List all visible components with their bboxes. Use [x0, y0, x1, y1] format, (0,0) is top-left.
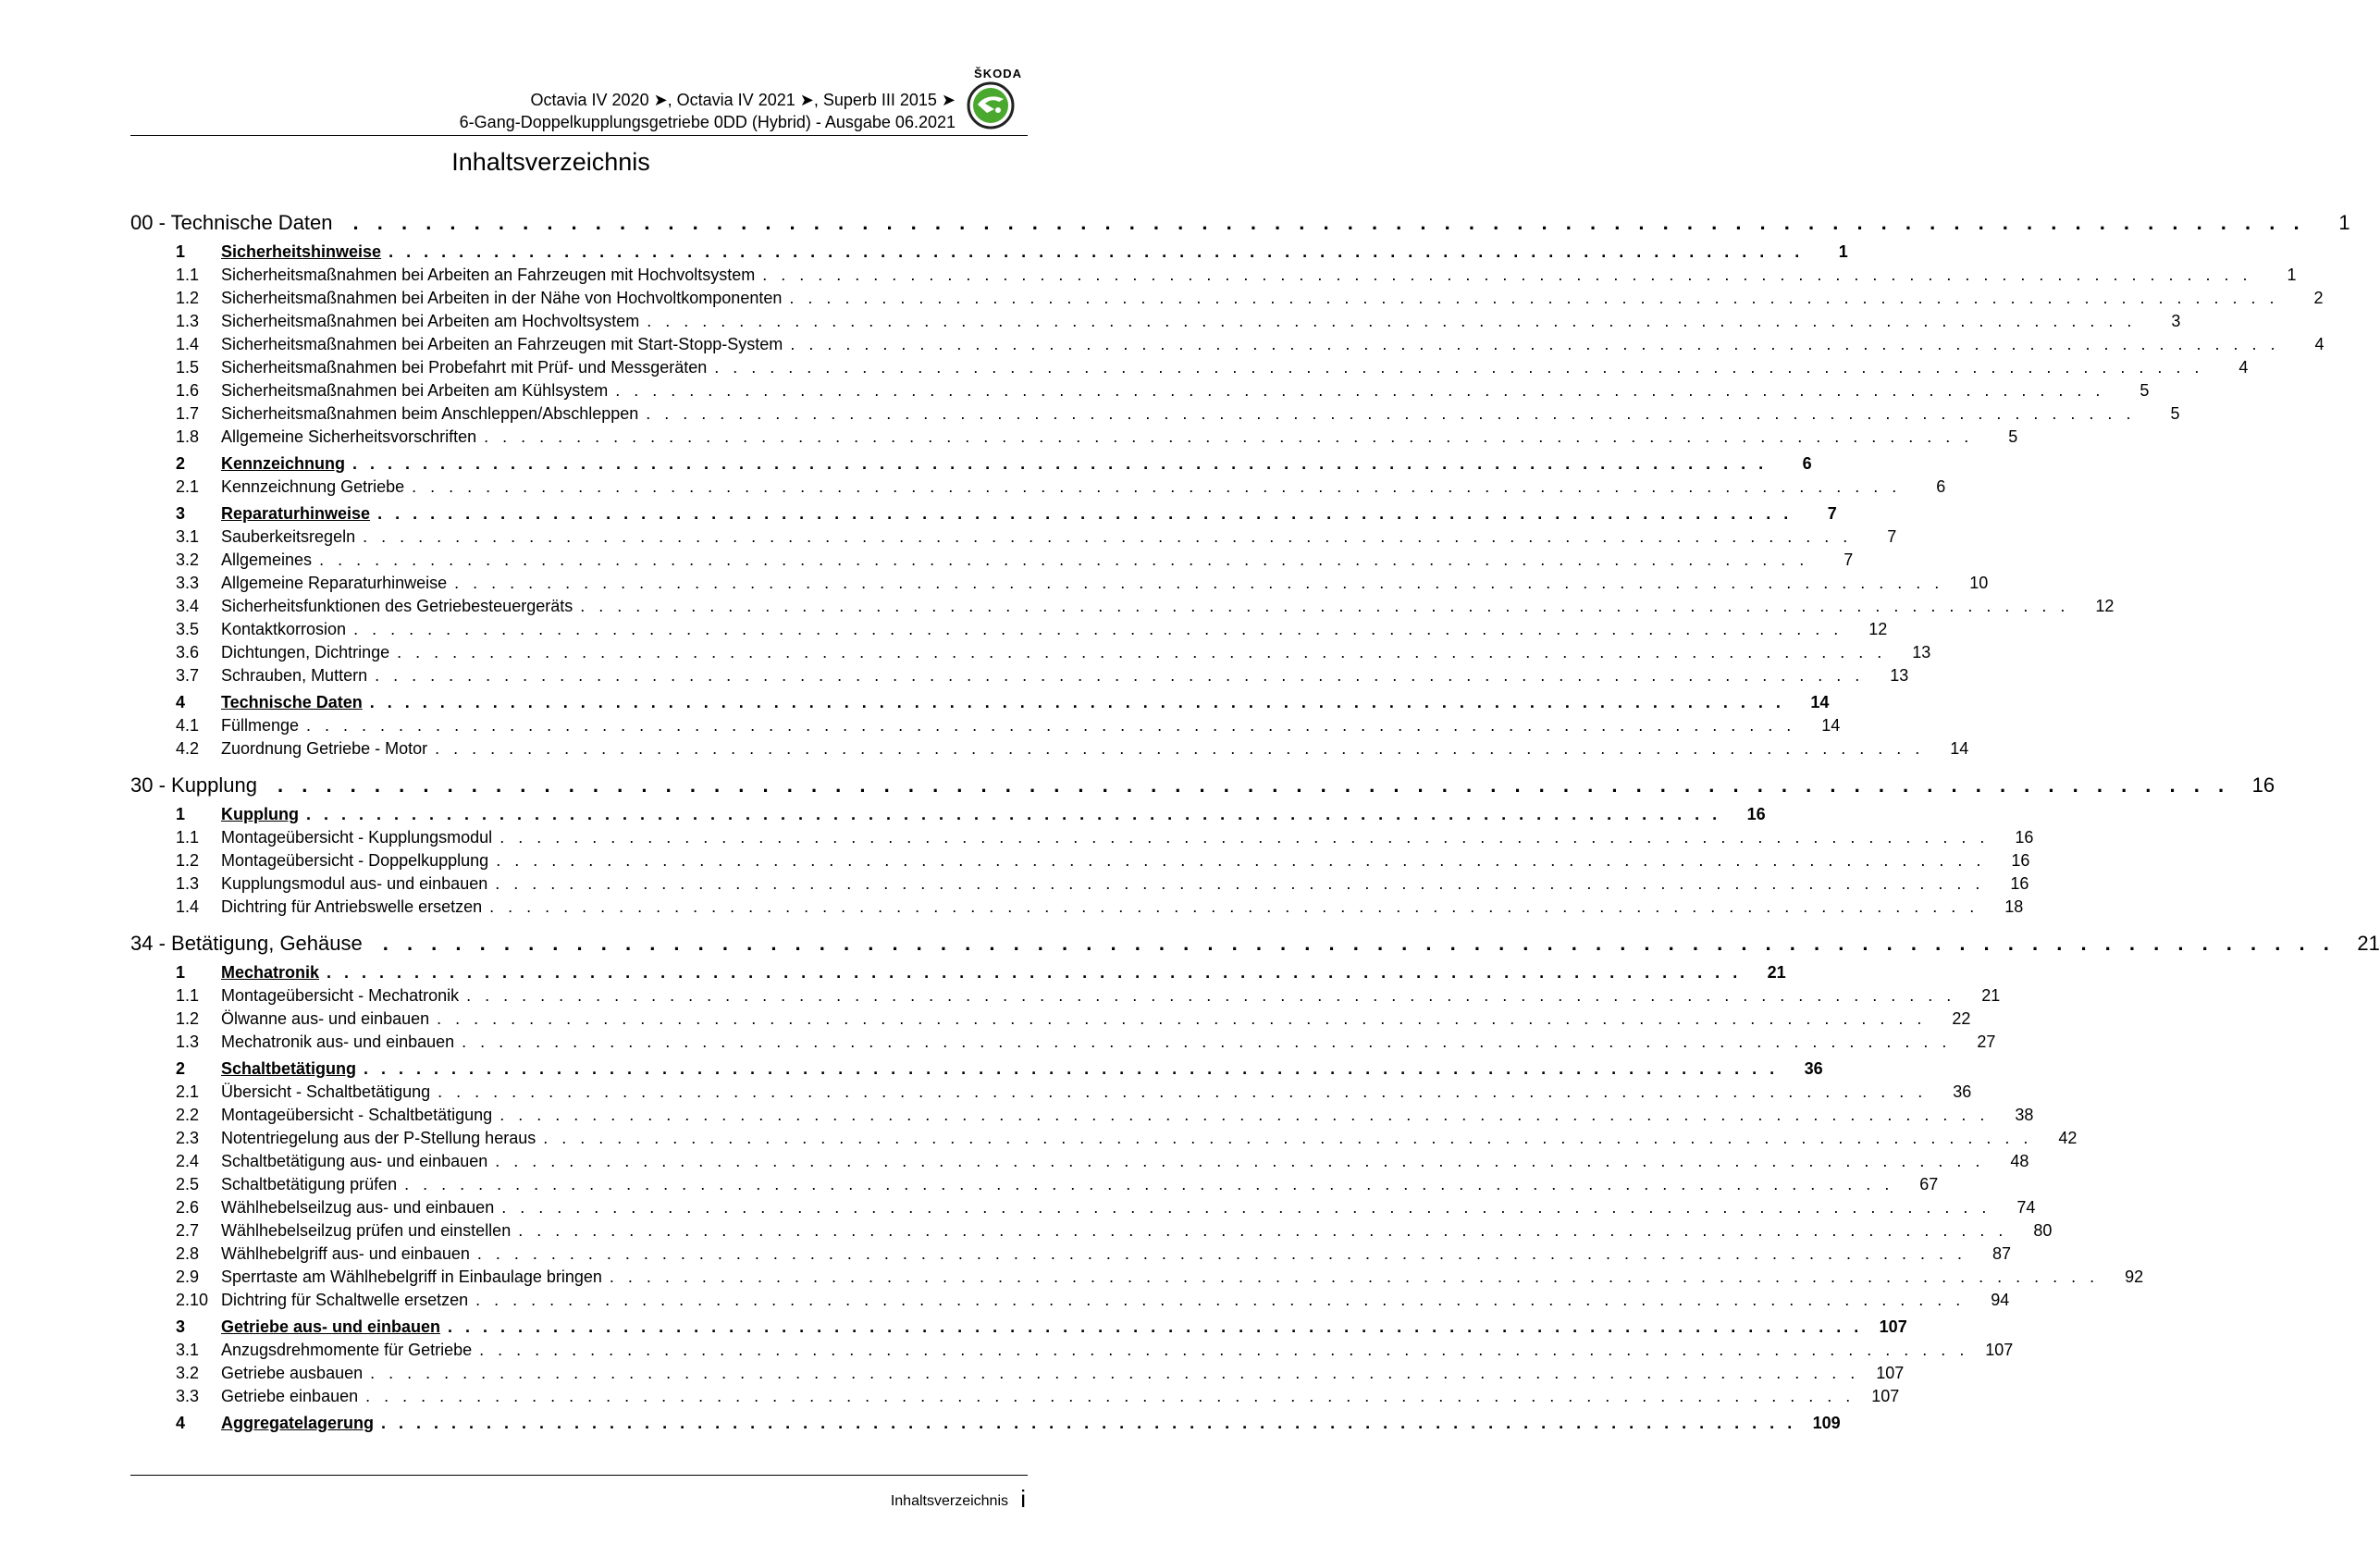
toc-leader-dots: . . . . . . . . . . . . . . . . . . . . . . . . . . . . . . . . . . . . . . . . . . . . . . . . . . . . . . . . . . . . . . . . . . . . . . . . . . . . . . . . .	[484, 427, 1974, 446]
toc-title: Sicherheitshinweise	[221, 242, 382, 261]
toc-leader-dots: . . . . . . . . . . . . . . . . . . . . . . . . . . . . . . . . . . . . . . . . . . . . . . . . . . . . . . . . . . . . . . . . . . . . . . . . . . . . . . . . .	[475, 1291, 1966, 1309]
toc-section[interactable]	[130, 963, 1786, 986]
toc-leader-dots: . . . . . . . . . . . . . . . . . . . . . . . . . . . . . . . . . . . . . . . . . . . . . . . . . . . . . . . . . . . . . . . . . . . . . . . . . . . . . . . . .	[364, 1059, 1779, 1078]
toc-page-number: 107	[1876, 1364, 1905, 1382]
toc-leader-dots: . . . . . . . . . . . . . . . . . . . . . . . . . . . . . . . . . . . . . . . . . . . . . . . . . . . . . . . . . . . . . . . . . . . . . . . . . . . . . . . . .	[762, 266, 2252, 284]
toc-leader-dots: . . . . . . . . . . . . . . . . . . . . . . . . . . . . . . . . . . . . . . . . . . . . . . . . . . . . . . . . . . . . . . . . . . . . . . . . . . . . . . . . .	[370, 1364, 1860, 1382]
toc-chapter[interactable]	[130, 932, 2380, 959]
toc-leader-dots: . . . . . . . . . . . . . . . . . . . . . . . . . . . . . . . . . . . . . . . . . . . . . . . . . . . . . . . . . . . . . . . . . . . . . . . . . . . . . . . . .	[580, 597, 2070, 615]
toc-title: Aggregatelagerung	[221, 1414, 375, 1432]
toc-number: 1.3	[176, 312, 200, 330]
toc-title: Anzugsdrehmomente für Getriebe	[221, 1341, 473, 1359]
toc-page-number: 21	[1767, 963, 1786, 982]
toc-entry[interactable]	[130, 851, 2030, 874]
toc-entry[interactable]	[130, 335, 2325, 358]
toc-leader-dots: . . . . . . . . . . . . . . . . . . . . . . . . . . . . . . . . . . . . . . . . . . . . . . . . . . . . . . . . . . . . . . . . . . . . . . . . . . . . . . . . .	[499, 1106, 1990, 1124]
toc-number: 1.3	[176, 874, 200, 893]
toc-title: Allgemeine Reparaturhinweise	[221, 574, 448, 592]
toc-number: 1.5	[176, 358, 200, 377]
toc-section[interactable]	[130, 693, 1830, 716]
toc-entry[interactable]	[130, 1082, 1972, 1106]
toc-entry[interactable]	[130, 828, 2034, 851]
toc-section[interactable]	[130, 805, 1766, 828]
toc-page-number: 109	[1812, 1414, 1841, 1432]
toc-entry[interactable]	[130, 550, 1854, 574]
toc-page-number: 5	[2170, 404, 2180, 423]
toc-page-number: 7	[1844, 550, 1854, 569]
toc-leader-dots: . . . . . . . . . . . . . . . . . . . . . . . . . . . . . . . . . . . . . . . . . . . . . . . . . . . . . . . . . . . . . . . . . . . . . . . . . . . . . . . . .	[306, 716, 1796, 735]
toc-entry[interactable]	[130, 289, 2324, 312]
toc-leader-dots: . . . . . . . . . . . . . . . . . . . . . . . . . . . . . . . . . . . . . . . . . . . . . . . . . . . . . . . . . . . . . . . . . . . . . . . . . . . . . . . . .	[438, 1082, 1928, 1101]
toc-leader-dots: . . . . . . . . . . . . . . . . . . . . . . . . . . . . . . . . . . . . . . . . . . . . . . . . . . . . . . . . . . . . . . . . . . . . . . . . . . . . . . . . .	[466, 986, 1956, 1005]
toc-entry[interactable]	[130, 1106, 2034, 1129]
toc-entry[interactable]	[130, 312, 2181, 335]
toc-number: 3.2	[176, 550, 200, 569]
toc-entry[interactable]	[130, 620, 1888, 643]
toc-leader-dots: . . . . . . . . . . . . . . . . . . . . . . . . . . . . . . . . . . . . . . . . . . . . . . . . . . . . . . . . . . . . . . . . . . . . . . . . . . . . . . . . .	[499, 828, 1990, 847]
toc-leader-dots: . . . . . . . . . . . . . . . . . . . . . . . . . . . . . . . . . . . . . . . . . . . . . . . . . . . . . . . . . . . . . . . . . . . . . . . . . . . . . . . . .	[365, 1387, 1856, 1405]
toc-title: Ölwanne aus- und einbauen	[221, 1009, 430, 1028]
toc-number: 3.3	[176, 574, 200, 592]
toc-number: 2	[176, 454, 186, 473]
toc-number: 4.1	[176, 716, 200, 735]
toc-leader-dots: . . . . . . . . . . . . . . . . . . . . . . . . . . . . . . . . . . . . . . . . . . . . . . . . . . . . . . . . . . . . . . . . . . . . . . . . . . . . . . . . .	[412, 477, 1902, 496]
toc-number: 1.2	[176, 851, 200, 870]
toc-page-number: 94	[1991, 1291, 2010, 1309]
toc-section[interactable]	[130, 1414, 1841, 1437]
toc-page-number: 21	[2357, 932, 2380, 955]
toc-entry[interactable]	[130, 1198, 2036, 1221]
toc-number: 2.5	[176, 1175, 200, 1193]
toc-leader-dots: . . . . . . . . . . . . . . . . . . . . . . . . . . . . . . . . . . . . . . . . . . . . . . . . . . . . . . . . . . . . . . . . . . . . . . . . . . . . . . . . .	[353, 620, 1844, 638]
toc-leader-dots: . . . . . . . . . . . . . . . . . . . . . . . . . . . . . . . . . . . . . . . . . . . . . . . . . . . . . . . . . . . . . . . . . . . . . . . . . . . . . . . . .	[435, 739, 1925, 758]
toc-title: Wählhebelgriff aus- und einbauen	[221, 1244, 470, 1263]
page-title: Inhaltsverzeichnis	[451, 148, 650, 176]
toc-page-number: 38	[2015, 1106, 2034, 1124]
toc-title: Schaltbetätigung	[221, 1059, 357, 1078]
toc-title: Montageübersicht - Kupplungsmodul	[221, 828, 493, 847]
toc-page-number: 16	[1746, 805, 1766, 823]
toc-title: Sicherheitsmaßnahmen bei Arbeiten in der Nähe von Hochvoltkomponenten	[221, 289, 783, 307]
toc-number: 3	[176, 504, 186, 523]
toc-leader-dots: . . . . . . . . . . . . . . . . . . . . . . . . . . . . . . . . . . . . . . . . . . . . . . . . . . . . . . . . . . . . . . . . . . . . . . . . . . . . . . . . .	[489, 897, 1979, 916]
toc-number: 1.2	[176, 1009, 200, 1028]
toc-page-number: 14	[1810, 693, 1830, 711]
toc-leader-dots: . . . . . . . . . . . . . . . . . . . . . . . . . . . . . . . . . . . . . . . . . . . . . . . . . . . . . . . . . . . . . . . . . . . . . . . . . . . . . . . . .	[397, 643, 1887, 662]
toc-entry[interactable]	[130, 716, 1841, 739]
toc-title: Getriebe aus- und einbauen	[221, 1317, 441, 1336]
toc-page-number: 27	[1977, 1032, 1996, 1051]
toc-leader-dots: . . . . . . . . . . . . . . . . . . . . . . . . . . . . . . . . . . . . . . . . . . . . . . . . . . . . . . . . . . . . . . . . . . . . . . . . . . . . . . . . .	[437, 1009, 1927, 1028]
toc-title: Sauberkeitsregeln	[221, 527, 356, 546]
toc-page-number: 14	[1821, 716, 1841, 735]
toc-entry[interactable]	[130, 1364, 1905, 1387]
toc-number: 3.1	[176, 527, 200, 546]
toc-title: Sicherheitsmaßnahmen bei Arbeiten am Hochvoltsystem	[221, 312, 640, 330]
toc-number: 2.9	[176, 1267, 200, 1286]
toc-page-number: 12	[1868, 620, 1888, 638]
toc-number: 3.2	[176, 1364, 200, 1382]
toc-title: Dichtring für Schaltwelle ersetzen	[221, 1291, 469, 1309]
footer-label: Inhaltsverzeichnis	[890, 1493, 1008, 1509]
toc-entry[interactable]	[130, 1291, 2010, 1314]
toc-title: Montageübersicht - Doppelkupplung	[221, 851, 489, 870]
chapter-spacer	[130, 921, 1028, 932]
toc-entry[interactable]	[130, 1009, 1971, 1032]
toc-leader-dots: . . . . . . . . . . . . . . . . . . . . . . . . . . . . . . . . . . . . . . . . . . . . . . . . . . . . . . . . . . . . . . . . . . . . . . . . . . . . . . . . .	[448, 1317, 1863, 1336]
toc-page-number: 10	[1969, 574, 1989, 592]
toc-number: 1.1	[176, 828, 200, 847]
toc-page-number: 5	[2008, 427, 2018, 446]
toc-number: 1.3	[176, 1032, 200, 1051]
toc-title: Getriebe ausbauen	[221, 1364, 364, 1382]
toc-number: 3.3	[176, 1387, 200, 1405]
toc-title: Dichtungen, Dichtringe	[221, 643, 390, 662]
toc-leader-dots: . . . . . . . . . . . . . . . . . . . . . . . . . . . . . . . . . . . . . . . . . . . . . . . . . . . . . . . . . . . . . . . . . . . . . . . . . . . . . . . . .	[495, 874, 1985, 893]
toc-title: Schrauben, Muttern	[221, 666, 368, 685]
toc-entry[interactable]	[130, 1175, 1939, 1198]
toc-leader-dots: . . . . . . . . . . . . . . . . . . . . . . . . . . . . . . . . . . . . . . . . . . . . . . . . . . . . . . . . . . . . . . . . . . . . . . . . . . . . . . . . .	[375, 666, 1865, 685]
toc-leader-dots: . . . . . . . . . . . . . . . . . . . . . . . . . . . . . . . . . . . . . . . . . . . . . . . . . . . . . . . . . . . . . . . . . . . . . . . . . . . . . . . . .	[609, 1267, 2100, 1286]
toc-number: 1.1	[176, 986, 200, 1005]
toc-number: 2.7	[176, 1221, 200, 1240]
toc-title: Zuordnung Getriebe - Motor	[221, 739, 428, 758]
toc-leader-dots: . . . . . . . . . . . . . . . . . . . . . . . . . . . . . . . . . . . . . . . . . . . . . . . . . . . . . . . . . . . . . . . . . . . . . . . . . . . . . . . . .	[789, 289, 2279, 307]
toc-leader-dots: . . . . . . . . . . . . . . . . . . . . . . . . . . . . . . . . . . . . . . . . . . . . . . . . . . . . . . . . . . . . . . . . . . . . . . . . . . . . . . . . .	[496, 851, 1986, 870]
toc-page-number: 2	[2313, 289, 2324, 307]
toc-page-number: 16	[2015, 828, 2034, 847]
toc-leader-dots: . . . . . . . . . . . . . . . . . . . . . . . . . . . . . . . . . . . . . . . . . . . . . . . . . . . . . . . . . . . . . . . . . . . . . . . . . . . . . . . . .	[501, 1198, 1992, 1217]
toc-number: 4	[176, 1414, 186, 1432]
toc-number: 3.1	[176, 1341, 200, 1359]
toc-leader-dots: . . . . . . . . . . . . . . . . . . . . . . . . . . . . . . . . . . . . . . . . . . . . . . . . . . . . . . . . . . . . . . . . . . . . . . . . . . . . . . . . .	[615, 381, 2105, 400]
toc-number: 3.7	[176, 666, 200, 685]
toc-page-number: 42	[2058, 1129, 2078, 1147]
toc-number: 3.5	[176, 620, 200, 638]
toc-entry[interactable]	[130, 739, 1969, 762]
toc-page-number: 5	[2140, 381, 2150, 400]
toc-page-number: 14	[1950, 739, 1969, 758]
toc-title: Sicherheitsfunktionen des Getriebesteuergeräts	[221, 597, 573, 615]
toc-page-number: 7	[1827, 504, 1837, 523]
toc-number: 4	[176, 693, 186, 711]
toc-number: 2.6	[176, 1198, 200, 1217]
toc-page-number: 48	[2010, 1152, 2029, 1170]
toc-leader-dots: . . . . . . . . . . . . . . . . . . . . . . . . . . . . . . . . . . . . . . . . . . . . . . . . . . . . . . . . . . . . . . . . . . . . . . . . . . . . . . . . .	[352, 454, 1768, 473]
toc-title: Allgemeine Sicherheitsvorschriften	[221, 427, 477, 446]
toc-title: Übersicht - Schaltbetätigung	[221, 1082, 431, 1101]
toc-page-number: 16	[2010, 874, 2029, 893]
toc-page-number: 87	[1992, 1244, 2012, 1263]
toc-number: 2.10	[176, 1291, 209, 1309]
toc-entry[interactable]	[130, 527, 1897, 550]
footer-page-number: i	[1020, 1485, 1026, 1513]
toc-number: 1.7	[176, 404, 200, 423]
toc-title: Kupplungsmodul aus- und einbauen	[221, 874, 488, 893]
toc-title: Montageübersicht - Schaltbetätigung	[221, 1106, 493, 1124]
toc-page-number: 36	[1804, 1059, 1823, 1078]
toc-page-number: 4	[2238, 358, 2249, 377]
toc-page-number: 16	[2251, 773, 2275, 797]
toc-page-number: 18	[2004, 897, 2024, 916]
toc-section[interactable]	[130, 242, 1848, 266]
table-of-contents	[130, 211, 2380, 1437]
header-vehicle-models: Octavia IV 2020 ➤, Octavia IV 2021 ➤, Superb III 2015 ➤	[530, 91, 956, 109]
toc-leader-dots: . . . . . . . . . . . . . . . . . . . . . . . . . . . . . . . . . . . . . . . . . . . . . . . . . . . . . . . . . . . . . . . . . . . . . . . . . . . . . . . . .	[479, 1341, 1969, 1359]
page-header	[130, 57, 1028, 135]
toc-page-number: 7	[1887, 527, 1897, 546]
chapter-spacer	[130, 762, 1028, 773]
toc-title: Sperrtaste am Wählhebelgriff in Einbaulage bringen	[221, 1267, 602, 1286]
header-manual-subtitle: 6-Gang-Doppelkupplungsgetriebe 0DD (Hybrid) - Ausgabe 06.2021	[459, 113, 956, 131]
toc-entry[interactable]	[130, 1152, 2029, 1175]
toc-leader-dots: . . . . . . . . . . . . . . . . . . . . . . . . . . . . . . . . . . . . . . . . . . . . . . . . . . . . . . . . . . . . . . . . . . . . . . . . . . . . . . . . .	[518, 1221, 2008, 1240]
toc-page-number: 107	[1879, 1317, 1907, 1336]
toc-title: Schaltbetätigung prüfen	[221, 1175, 398, 1193]
toc-page-number: 6	[1936, 477, 1946, 496]
toc-section[interactable]	[130, 454, 1812, 477]
toc-leader-dots: . . . . . . . . . . . . . . . . . . . . . . . . . . . . . . . . . . . . . . . . . . . . . . . . . . . . . . . . . . . . . . . . . . . . . . . . . . . . . . . . .	[543, 1129, 2033, 1147]
toc-entry[interactable]	[130, 897, 2024, 921]
toc-leader-dots: . . . . . . . . . . . . . . . . . . . . . . . . . . . . . . . . . . . . . . . . . . . . . . . . . . . . . . . . . . . . . . . . . . . . . . . . . . . . . . . . .	[495, 1152, 1985, 1170]
toc-page-number: 22	[1952, 1009, 1971, 1028]
toc-section[interactable]	[130, 1317, 1907, 1341]
toc-page-number: 74	[2016, 1198, 2036, 1217]
toc-number: 3.6	[176, 643, 200, 662]
toc-entry[interactable]	[130, 1032, 1996, 1056]
toc-title: 34 - Betätigung, Gehäuse	[130, 932, 363, 955]
toc-title: Sicherheitsmaßnahmen bei Probefahrt mit Prüf- und Messgeräten	[221, 358, 708, 377]
toc-title: Notentriegelung aus der P-Stellung heraus	[221, 1129, 536, 1147]
toc-entry[interactable]	[130, 1341, 2014, 1364]
toc-entry[interactable]	[130, 404, 2180, 427]
toc-title: Technische Daten	[221, 693, 363, 711]
toc-leader-dots: . . . . . . . . . . . . . . . . . . . . . . . . . . . . . . . . . . . . . . . . . . . . . . . . . . . . . . . . . . . . . . . . . . . . . . . . . . . . . . . . .	[377, 504, 1793, 523]
toc-page-number: 13	[1890, 666, 1909, 685]
toc-page-number: 67	[1919, 1175, 1939, 1193]
toc-number: 1.6	[176, 381, 200, 400]
toc-leader-dots: . . . . . . . . . . . . . . . . . . . . . . . . . . . . . . . . . . . . . . . . . . . . . . . . . . . . . . . . . . . . . . . . . . . . . . . . . . . . . . . . .	[454, 574, 1944, 592]
toc-title: Allgemeines	[221, 550, 313, 569]
toc-number: 1.1	[176, 266, 200, 284]
toc-section[interactable]	[130, 1059, 1823, 1082]
toc-number: 1.2	[176, 289, 200, 307]
toc-title: Kennzeichnung Getriebe	[221, 477, 405, 496]
toc-section[interactable]	[130, 504, 1837, 527]
toc-entry[interactable]	[130, 266, 2297, 289]
toc-page-number: 21	[1981, 986, 2001, 1005]
toc-leader-dots: . . . . . . . . . . . . . . . . . . . . . . . . . . . . . . . . . . . . . . . . . . . . . . . . . . . . . . . . . . . . . . . . . . . . . . . . . . . . . . . . .	[790, 335, 2280, 353]
toc-entry[interactable]	[130, 1387, 1900, 1410]
toc-entry[interactable]	[130, 574, 1989, 597]
toc-leader-dots: . . . . . . . . . . . . . . . . . . . . . . . . . . . . . . . . . . . . . . . . . . . . . . . . . . . . . . . . . . . . . . . . . . . . . . . . . . . . . . . . .	[381, 1414, 1796, 1432]
toc-page-number: 92	[2125, 1267, 2144, 1286]
toc-leader-dots: . . . . . . . . . . . . . . . . . . . . . . . . . . . . . . . . . . . . . . . . . . . . . . . . . . . . . . . . . . . . . . . . . . . . . . . . . . . . . . . . .	[363, 527, 1853, 546]
brand-wordmark: ŠKODA	[974, 67, 1022, 80]
toc-leader-dots: . . . . . . . . . . . . . . . . . . . . . . . . . . . . . . . . . . . . . . . . . . . . . . . . . . . . . . . . . . . . . . . . . . . . . . . . . . . . . . . . .	[647, 312, 2137, 330]
toc-number: 2.2	[176, 1106, 200, 1124]
toc-title: Schaltbetätigung aus- und einbauen	[221, 1152, 488, 1170]
toc-page-number: 12	[2095, 597, 2115, 615]
toc-number: 2.8	[176, 1244, 200, 1263]
toc-entry[interactable]	[130, 358, 2249, 381]
toc-leader-dots: . . . . . . . . . . . . . . . . . . . . . . . . . . . . . . . . . . . . . . . . . . . . . . . . . . . . . . . . . . . . . . . . . . . . . . . . . . . . . . . . .	[319, 550, 1809, 569]
toc-number: 1.4	[176, 335, 200, 353]
toc-leader-dots: . . . . . . . . . . . . . . . . . . . . . . . . . . . . . . . . . . . . . . . . . . . . . . . . . . . . . . . . . . . . . . . . . . . . . . . . . . . . . . . . .	[277, 773, 2231, 797]
toc-number: 1	[176, 242, 186, 261]
toc-title: Kupplung	[221, 805, 299, 823]
toc-page-number: 16	[2011, 851, 2030, 870]
toc-entry[interactable]	[130, 381, 2150, 404]
toc-page-number: 6	[1802, 454, 1812, 473]
toc-number: 1	[176, 805, 186, 823]
toc-title: Mechatronik aus- und einbauen	[221, 1032, 455, 1051]
toc-entry[interactable]	[130, 986, 2001, 1009]
toc-number: 2.3	[176, 1129, 200, 1147]
toc-leader-dots: . . . . . . . . . . . . . . . . . . . . . . . . . . . . . . . . . . . . . . . . . . . . . . . . . . . . . . . . . . . . . . . . . . . . . . . . . . . . . . . . .	[327, 963, 1742, 982]
toc-title: 30 - Kupplung	[130, 773, 257, 797]
toc-number: 4.2	[176, 739, 200, 758]
toc-entry[interactable]	[130, 1244, 2012, 1267]
toc-title: Dichtring für Antriebswelle ersetzen	[221, 897, 483, 916]
toc-title: Sicherheitsmaßnahmen bei Arbeiten an Fahrzeugen mit Start-Stopp-System	[221, 335, 783, 353]
toc-leader-dots: . . . . . . . . . . . . . . . . . . . . . . . . . . . . . . . . . . . . . . . . . . . . . . . . . . . . . . . . . . . . . . . . . . . . . . . . . . . . . . . . .	[404, 1175, 1894, 1193]
toc-leader-dots: . . . . . . . . . . . . . . . . . . . . . . . . . . . . . . . . . . . . . . . . . . . . . . . . . . . . . . . . . . . . . . . . . . . . . . . . . . . . . . . . .	[476, 1244, 1967, 1263]
toc-entry[interactable]	[130, 1221, 2053, 1244]
toc-entry[interactable]	[130, 477, 1946, 501]
toc-entry[interactable]	[130, 874, 2029, 897]
header-divider	[130, 135, 1028, 136]
toc-title: Kontaktkorrosion	[221, 620, 347, 638]
toc-leader-dots: . . . . . . . . . . . . . . . . . . . . . . . . . . . . . . . . . . . . . . . . . . . . . . . . . . . . . . . . . . . . . . . . . . . . . . . . . . . . . . . . .	[369, 693, 1785, 711]
toc-number: 3.4	[176, 597, 200, 615]
toc-entry[interactable]	[130, 643, 1931, 666]
toc-page-number: 36	[1953, 1082, 1972, 1101]
toc-entry[interactable]	[130, 1129, 2078, 1152]
toc-page-number: 13	[1912, 643, 1931, 662]
toc-number: 2.1	[176, 477, 200, 496]
toc-title: Sicherheitsmaßnahmen bei Arbeiten an Fahrzeugen mit Hochvoltsystem	[221, 266, 756, 284]
toc-page-number: 1	[1838, 242, 1848, 261]
toc-title: Getriebe einbauen	[221, 1387, 359, 1405]
skoda-logo-icon	[967, 81, 1015, 130]
toc-page-number: 1	[2287, 266, 2297, 284]
toc-number: 3	[176, 1317, 186, 1336]
toc-entry[interactable]	[130, 427, 2018, 451]
toc-entry[interactable]	[130, 666, 1909, 689]
toc-number: 2.4	[176, 1152, 200, 1170]
toc-number: 2	[176, 1059, 186, 1078]
toc-entry[interactable]	[130, 597, 2115, 620]
toc-leader-dots: . . . . . . . . . . . . . . . . . . . . . . . . . . . . . . . . . . . . . . . . . . . . . . . . . . . . . . . . . . . . . . . . . . . . . . . . . . . . . . . . .	[714, 358, 2204, 377]
toc-leader-dots: . . . . . . . . . . . . . . . . . . . . . . . . . . . . . . . . . . . . . . . . . . . . . . . . . . . . . . . . . . . . . . . . . . . . . . . . . . . . . . . . .	[646, 404, 2136, 423]
footer-divider	[130, 1475, 1028, 1476]
toc-leader-dots: . . . . . . . . . . . . . . . . . . . . . . . . . . . . . . . . . . . . . . . . . . . . . . . . . . . . . . . . . . . . . . . . . . . . . . . . . . . . . . . . .	[388, 242, 1804, 261]
toc-leader-dots: . . . . . . . . . . . . . . . . . . . . . . . . . . . . . . . . . . . . . . . . . . . . . . . . . . . . . . . . . . . . . . . . . . . . . . . . . . . . . . . . .	[305, 805, 1721, 823]
toc-leader-dots: . . . . . . . . . . . . . . . . . . . . . . . . . . . . . . . . . . . . . . . . . . . . . . . . . . . . . . . . . . . . . . . . . . . . . . . . . . . . . . . . .	[352, 211, 2306, 234]
toc-title: Sicherheitsmaßnahmen beim Anschleppen/Abschleppen	[221, 404, 639, 423]
toc-leader-dots: . . . . . . . . . . . . . . . . . . . . . . . . . . . . . . . . . . . . . . . . . . . . . . . . . . . . . . . . . . . . . . . . . . . . . . . . . . . . . . . . .	[382, 932, 2336, 955]
toc-title: Wählhebelseilzug prüfen und einstellen	[221, 1221, 512, 1240]
toc-number: 1.4	[176, 897, 200, 916]
toc-title: Wählhebelseilzug aus- und einbauen	[221, 1198, 495, 1217]
toc-page-number: 4	[2314, 335, 2325, 353]
toc-chapter[interactable]	[130, 211, 2350, 239]
toc-page-number: 107	[1985, 1341, 2014, 1359]
toc-entry[interactable]	[130, 1267, 2144, 1291]
toc-title: Mechatronik	[221, 963, 320, 982]
toc-page-number: 107	[1871, 1387, 1900, 1405]
toc-title: 00 - Technische Daten	[130, 211, 333, 234]
toc-page-number: 3	[2171, 312, 2181, 330]
toc-leader-dots: . . . . . . . . . . . . . . . . . . . . . . . . . . . . . . . . . . . . . . . . . . . . . . . . . . . . . . . . . . . . . . . . . . . . . . . . . . . . . . . . .	[462, 1032, 1952, 1051]
toc-number: 1	[176, 963, 186, 982]
toc-chapter[interactable]	[130, 773, 2275, 801]
toc-title: Füllmenge	[221, 716, 300, 735]
toc-title: Sicherheitsmaßnahmen bei Arbeiten am Kühlsystem	[221, 381, 609, 400]
toc-title: Kennzeichnung	[221, 454, 345, 473]
toc-title: Reparaturhinweise	[221, 504, 371, 523]
toc-number: 2.1	[176, 1082, 200, 1101]
toc-title: Montageübersicht - Mechatronik	[221, 986, 460, 1005]
toc-page-number: 80	[2033, 1221, 2053, 1240]
toc-page-number: 1	[2338, 211, 2350, 234]
toc-number: 1.8	[176, 427, 200, 446]
